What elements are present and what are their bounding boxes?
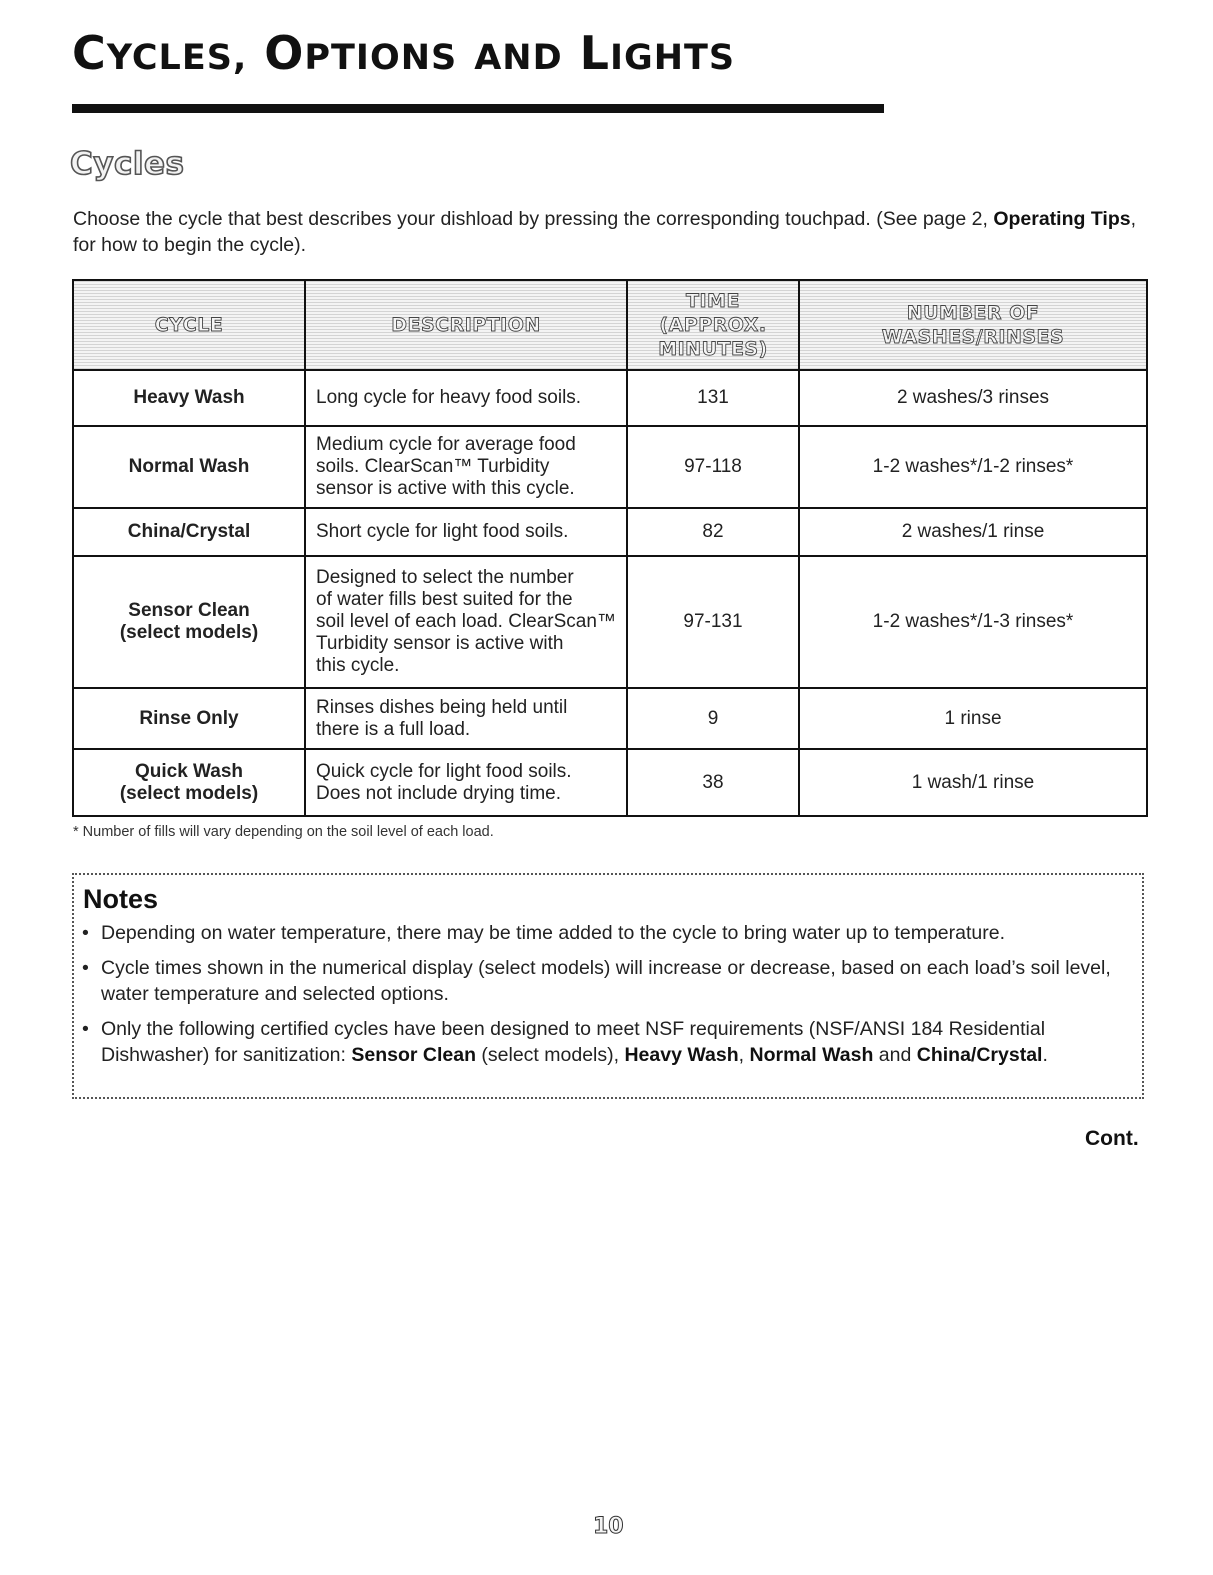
table-row — [73, 749, 1147, 816]
header-time: TIME (APPROX. MINUTES) — [627, 280, 799, 370]
note-item: • Cycle times shown in the numerical display (select models) will increase or decrease, based on each load’s soil level, water temperature and selected options. — [82, 955, 1132, 1007]
cycles-table — [72, 279, 1148, 817]
header-cycle: CYCLE — [73, 280, 305, 370]
cycle-description: Short cycle for light food soils. — [305, 508, 627, 556]
intro-paragraph: Choose the cycle that best describes your dishload by pressing the corresponding touchpad. (See page 2, Operating Tips, for how to begin the cycle). — [73, 208, 1136, 256]
table-header-row — [73, 280, 1147, 370]
cycle-description: Designed to select the number of water fills best suited for the soil level of each load. ClearScan™ Turbidity sensor is active with this cycle. — [305, 556, 627, 688]
cycle-time: 38 — [627, 749, 799, 816]
table-row — [73, 370, 1147, 426]
notes-title: Notes — [83, 884, 159, 914]
cycle-name: Rinse Only — [73, 688, 305, 749]
header-description: DESCRIPTION — [305, 280, 627, 370]
cycle-washes: 1-2 washes*/1-2 rinses* — [799, 426, 1147, 508]
table-row — [73, 688, 1147, 749]
page-title: CYCLES, OPTIONS AND LIGHTS — [72, 26, 736, 80]
table-row — [73, 556, 1147, 688]
cycle-name: Heavy Wash — [73, 370, 305, 426]
cycle-time: 97-131 — [627, 556, 799, 688]
cycle-name: Quick Wash (select models) — [73, 749, 305, 816]
cycle-description: Long cycle for heavy food soils. — [305, 370, 627, 426]
cycle-washes: 1 wash/1 rinse — [799, 749, 1147, 816]
table-row — [73, 426, 1147, 508]
cycle-description: Rinses dishes being held until there is a full load. — [305, 688, 627, 749]
section-heading-cycles: Cycles — [70, 146, 185, 182]
cycle-time: 97-118 — [627, 426, 799, 508]
cycle-time: 131 — [627, 370, 799, 426]
page-number: 10 — [593, 1514, 624, 1539]
cycle-description: Quick cycle for light food soils. Does not include drying time. — [305, 749, 627, 816]
cycle-time: 82 — [627, 508, 799, 556]
cycle-name: Sensor Clean (select models) — [73, 556, 305, 688]
cycle-name: Normal Wash — [73, 426, 305, 508]
continued-label: Cont. — [1085, 1127, 1139, 1150]
operating-tips-reference: Operating Tips — [993, 208, 1131, 230]
cycle-time: 9 — [627, 688, 799, 749]
cycle-washes: 1 rinse — [799, 688, 1147, 749]
notes-list — [82, 920, 1132, 1077]
cycle-washes: 2 washes/1 rinse — [799, 508, 1147, 556]
title-rule — [72, 104, 884, 113]
cycle-name: China/Crystal — [73, 508, 305, 556]
note-item: • Depending on water temperature, there may be time added to the cycle to bring water up to temperature. — [82, 920, 1132, 946]
cycle-washes: 2 washes/3 rinses — [799, 370, 1147, 426]
header-washes-rinses: NUMBER OF WASHES/RINSES — [799, 280, 1147, 370]
note-item: • Only the following certified cycles have been designed to meet NSF requirements (NSF/ANSI 184 Residential Dishwasher) for sanitization: Sensor Clean (select models), Heavy Wash, Normal Wash and China/Crystal. — [82, 1016, 1132, 1068]
table-row — [73, 508, 1147, 556]
cycle-description: Medium cycle for average food soils. ClearScan™ Turbidity sensor is active with this cycle. — [305, 426, 627, 508]
cycle-washes: 1-2 washes*/1-3 rinses* — [799, 556, 1147, 688]
table-footnote: * Number of fills will vary depending on the soil level of each load. — [73, 824, 494, 840]
